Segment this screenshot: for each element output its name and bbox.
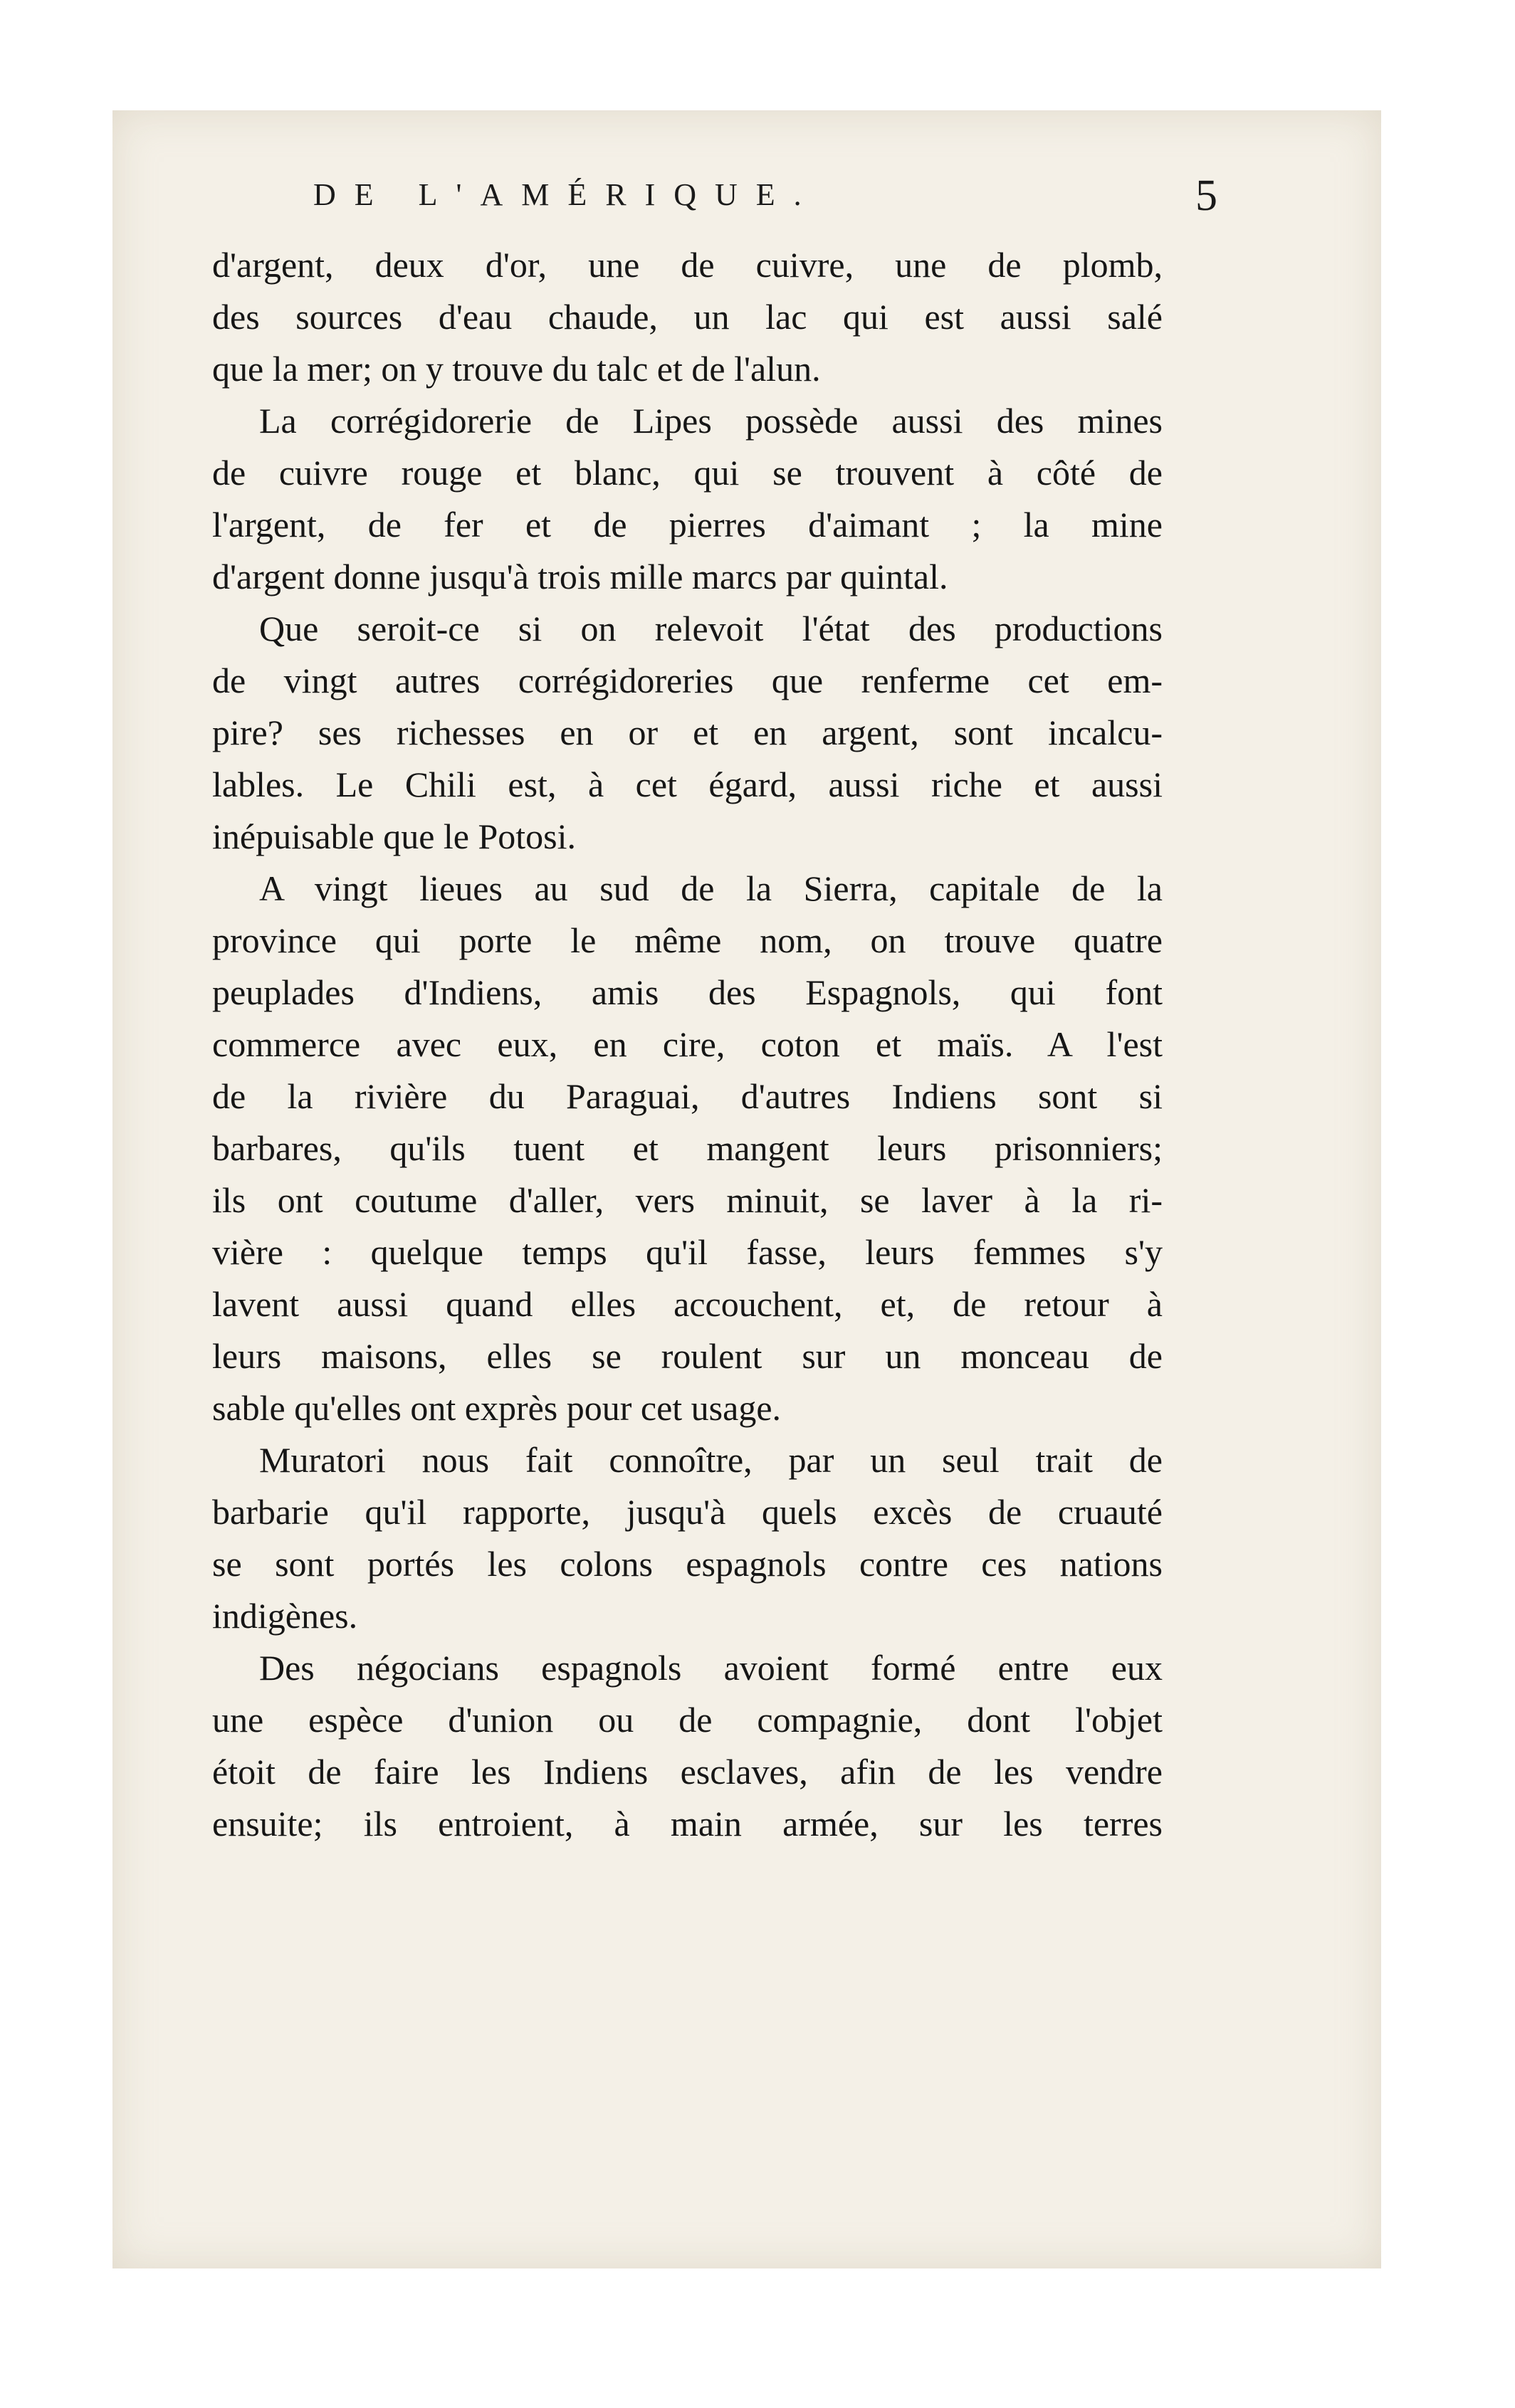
text-line: commerce avec eux, en cire, coton et maïs. A l'est bbox=[212, 1024, 1163, 1064]
text-line: barbares, qu'ils tuent et mangent leurs prisonniers; bbox=[212, 1128, 1163, 1168]
text-line: province qui porte le même nom, on trouve quatre bbox=[212, 920, 1163, 960]
text-line: Que seroit-ce si on relevoit l'état des productions bbox=[259, 609, 1163, 648]
text-line: de vingt autres corrégidoreries que renferme cet em- bbox=[212, 661, 1163, 700]
text-line: Des négocians espagnols avoient formé entre eux bbox=[259, 1648, 1163, 1688]
paragraph bbox=[212, 603, 1163, 863]
text-line: ils ont coutume d'aller, vers minuit, se laver à la ri- bbox=[212, 1180, 1163, 1220]
text-line: lables. Le Chili est, à cet égard, aussi riche et aussi bbox=[212, 764, 1163, 804]
paragraph bbox=[212, 1434, 1163, 1642]
paragraph bbox=[212, 239, 1163, 395]
text-line: des sources d'eau chaude, un lac qui est aussi salé bbox=[212, 297, 1163, 337]
text-line: que la mer; on y trouve du talc et de l'alun. bbox=[212, 349, 821, 389]
paragraph bbox=[212, 1642, 1163, 1850]
text-line: l'argent, de fer et de pierres d'aimant ; la mine bbox=[212, 505, 1163, 545]
page-header bbox=[313, 171, 1217, 228]
text-line: d'argent, deux d'or, une de cuivre, une de plomb, bbox=[212, 245, 1163, 285]
text-line: pire? ses richesses en or et en argent, sont incalcu- bbox=[212, 713, 1163, 752]
text-line: d'argent donne jusqu'à trois mille marcs par quintal. bbox=[212, 557, 948, 596]
text-line: ensuite; ils entroient, à main armée, sur les terres bbox=[212, 1804, 1163, 1844]
text-line: indigènes. bbox=[212, 1596, 358, 1636]
paragraph bbox=[212, 395, 1163, 603]
text-line: lavent aussi quand elles accouchent, et, de retour à bbox=[212, 1284, 1163, 1324]
text-line: sable qu'elles ont exprès pour cet usage. bbox=[212, 1388, 782, 1428]
text-line: étoit de faire les Indiens esclaves, afin de les vendre bbox=[212, 1752, 1163, 1792]
text-line: se sont portés les colons espagnols contre ces nations bbox=[212, 1544, 1163, 1584]
body-text bbox=[212, 239, 1163, 1850]
page-number: 5 bbox=[1195, 172, 1217, 220]
text-line: leurs maisons, elles se roulent sur un monceau de bbox=[212, 1336, 1163, 1376]
text-line: barbarie qu'il rapporte, jusqu'à quels excès de cruauté bbox=[212, 1492, 1163, 1532]
text-line: peuplades d'Indiens, amis des Espagnols, qui font bbox=[212, 972, 1163, 1012]
text-line: A vingt lieues au sud de la Sierra, capitale de la bbox=[259, 868, 1163, 908]
text-line: de cuivre rouge et blanc, qui se trouvent à côté de bbox=[212, 453, 1163, 493]
text-line: vière : quelque temps qu'il fasse, leurs femmes s'y bbox=[212, 1232, 1163, 1272]
text-line: inépuisable que le Potosi. bbox=[212, 816, 577, 856]
text-line: Muratori nous fait connoître, par un seul trait de bbox=[259, 1440, 1163, 1480]
running-title: DE L'AMÉRIQUE. bbox=[313, 177, 820, 212]
paragraph bbox=[212, 863, 1163, 1434]
text-line: de la rivière du Paraguai, d'autres Indiens sont si bbox=[212, 1076, 1163, 1116]
text-line: une espèce d'union ou de compagnie, dont l'objet bbox=[212, 1700, 1163, 1740]
text-line: La corrégidorerie de Lipes possède aussi des mines bbox=[259, 401, 1163, 441]
